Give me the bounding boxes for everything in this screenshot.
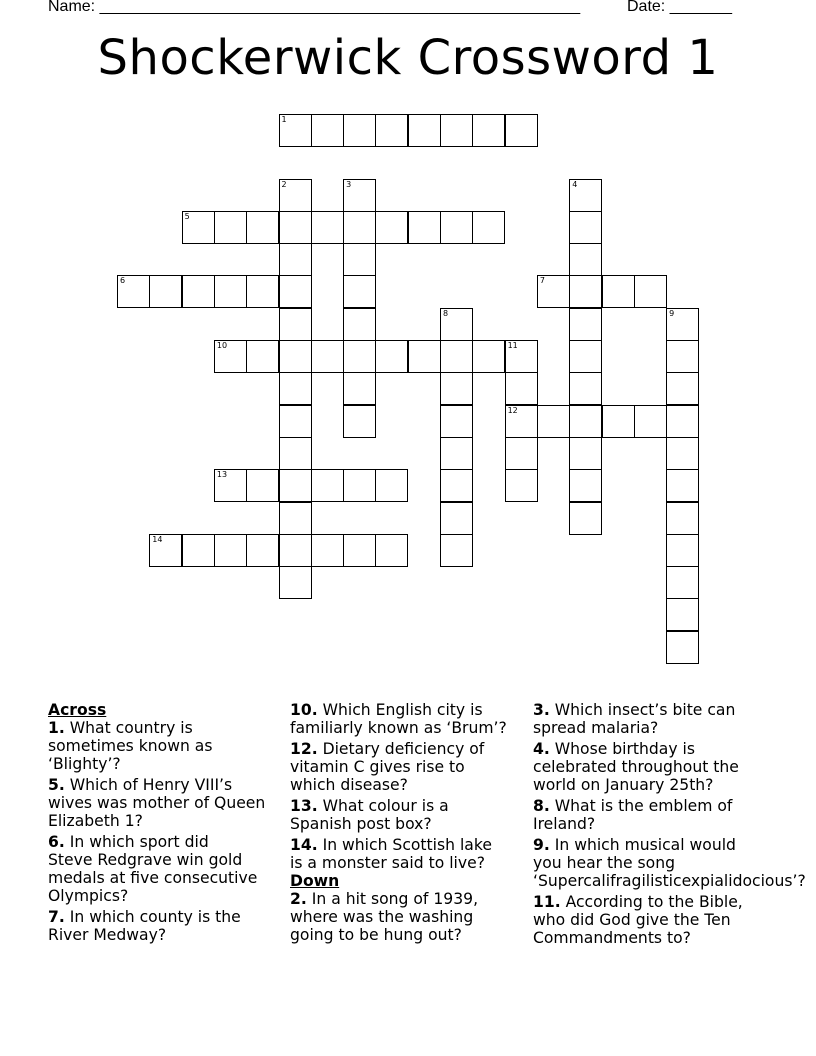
grid-cell[interactable]	[343, 211, 376, 244]
grid-cell[interactable]	[602, 275, 635, 308]
clue-number: 12.	[290, 740, 318, 758]
clues-column-2	[290, 701, 526, 947]
grid-cell[interactable]	[666, 566, 699, 599]
grid-cell[interactable]	[246, 211, 279, 244]
grid-cell[interactable]	[343, 243, 376, 276]
grid-cell[interactable]	[311, 340, 344, 373]
grid-cell[interactable]	[569, 308, 602, 341]
grid-cell[interactable]	[569, 405, 602, 438]
grid-cell[interactable]	[375, 534, 408, 567]
grid-cell[interactable]	[440, 114, 473, 147]
grid-cell[interactable]	[505, 437, 538, 470]
clue-across-5	[48, 776, 284, 830]
grid-cell[interactable]	[666, 502, 699, 535]
clue-number-label: 6	[120, 276, 126, 286]
clue-down-3	[533, 701, 816, 737]
clue-down-2	[290, 890, 526, 944]
grid-cell[interactable]	[117, 275, 150, 308]
grid-cell[interactable]	[214, 469, 247, 502]
clue-text: Which English city is familiarly known as ‘Brum’?	[290, 701, 507, 737]
grid-cell[interactable]	[311, 211, 344, 244]
clue-number: 2.	[290, 890, 307, 908]
grid-cell[interactable]	[408, 211, 441, 244]
grid-cell[interactable]	[440, 502, 473, 535]
grid-cell[interactable]	[472, 211, 505, 244]
grid-cell[interactable]	[569, 179, 602, 212]
clue-number: 10.	[290, 701, 318, 719]
grid-cell[interactable]	[279, 308, 312, 341]
clue-across-7	[48, 908, 284, 944]
clue-text: In which Scottish lake is a monster said to live?	[290, 836, 492, 872]
grid-cell[interactable]	[279, 211, 312, 244]
grid-cell[interactable]	[311, 469, 344, 502]
grid-cell[interactable]	[279, 566, 312, 599]
clue-number-label: 14	[152, 534, 163, 544]
grid-cell[interactable]	[505, 405, 538, 438]
grid-cell[interactable]	[472, 114, 505, 147]
clue-number: 9.	[533, 836, 550, 854]
grid-cell[interactable]	[569, 340, 602, 373]
grid-cell[interactable]	[279, 340, 312, 373]
clues-column-3	[533, 701, 816, 950]
grid-cell[interactable]	[666, 340, 699, 373]
grid-cell[interactable]	[343, 340, 376, 373]
grid-cell[interactable]	[440, 308, 473, 341]
clue-number: 7.	[48, 908, 65, 926]
grid-cell[interactable]	[343, 405, 376, 438]
clue-text: What is the emblem of Ireland?	[533, 797, 733, 833]
grid-cell[interactable]	[634, 275, 667, 308]
grid-cell[interactable]	[505, 114, 538, 147]
grid-cell[interactable]	[569, 502, 602, 535]
clue-down-9	[533, 836, 816, 890]
clue-number-label: 8	[443, 308, 449, 318]
clue-text: What colour is a Spanish post box?	[290, 797, 449, 833]
grid-cell[interactable]	[279, 502, 312, 535]
grid-cell[interactable]	[343, 114, 376, 147]
grid-cell[interactable]	[569, 437, 602, 470]
clue-number: 3.	[533, 701, 550, 719]
grid-cell[interactable]	[311, 114, 344, 147]
down-heading: Down	[290, 872, 340, 890]
grid-cell[interactable]	[214, 211, 247, 244]
grid-cell[interactable]	[375, 340, 408, 373]
date-field-label[interactable]: Date: _______	[627, 0, 732, 15]
clue-text: According to the Bible, who did God give the Ten Commandments to?	[533, 893, 743, 947]
clue-across-12	[290, 740, 526, 794]
grid-cell[interactable]	[343, 469, 376, 502]
grid-cell[interactable]	[182, 211, 215, 244]
grid-cell[interactable]	[149, 534, 182, 567]
grid-cell[interactable]	[279, 534, 312, 567]
clue-number-label: 10	[216, 341, 228, 350]
clue-text: Dietary deficiency of vitamin C gives rise to which disease?	[290, 740, 485, 794]
grid-cell[interactable]	[440, 340, 473, 373]
grid-cell[interactable]	[311, 534, 344, 567]
clue-across-10	[290, 701, 526, 737]
clue-number-label: 11	[507, 341, 518, 350]
clue-number-label: 12	[507, 405, 518, 415]
clue-number-label: 13	[216, 470, 228, 480]
grid-cell[interactable]	[279, 275, 312, 308]
grid-cell[interactable]	[343, 308, 376, 341]
grid-cell[interactable]	[569, 275, 602, 308]
grid-cell[interactable]	[440, 437, 473, 470]
grid-cell[interactable]	[408, 114, 441, 147]
across-heading: Across	[48, 701, 107, 719]
grid-cell[interactable]	[440, 372, 473, 405]
clue-down-4	[533, 740, 816, 794]
grid-cell[interactable]	[343, 534, 376, 567]
clue-number-label: 3	[346, 179, 352, 189]
clue-number-label: 2	[281, 179, 287, 189]
grid-cell[interactable]	[666, 308, 699, 341]
grid-cell[interactable]	[505, 340, 538, 373]
grid-cell[interactable]	[666, 405, 699, 438]
grid-cell[interactable]	[505, 372, 538, 405]
clue-number: 11.	[533, 893, 561, 911]
clue-text: In which sport did Steve Redgrave win gold medals at five consecutive Olympics?	[48, 833, 258, 905]
grid-cell[interactable]	[375, 114, 408, 147]
clue-text: In which county is the River Medway?	[48, 908, 241, 944]
grid-cell[interactable]	[343, 275, 376, 308]
grid-cell[interactable]	[279, 114, 312, 147]
clue-text: Which of Henry VIII’s wives was mother of Queen Elizabeth 1?	[48, 776, 266, 830]
grid-cell[interactable]	[279, 437, 312, 470]
clue-across-6	[48, 833, 284, 905]
clue-down-8	[533, 797, 816, 833]
grid-cell[interactable]	[537, 275, 570, 308]
clue-across-14	[290, 836, 526, 872]
clue-number: 1.	[48, 719, 65, 737]
grid-cell[interactable]	[666, 534, 699, 567]
grid-cell[interactable]	[440, 211, 473, 244]
grid-cell[interactable]	[246, 534, 279, 567]
grid-cell[interactable]	[602, 405, 635, 438]
clue-number-label: 7	[539, 276, 545, 286]
grid-cell[interactable]	[182, 534, 215, 567]
clue-number-label: 4	[572, 179, 578, 189]
grid-cell[interactable]	[472, 340, 505, 373]
grid-cell[interactable]	[569, 243, 602, 276]
name-field-label[interactable]: Name: ______________________________________________________	[48, 0, 581, 15]
grid-cell[interactable]	[182, 275, 215, 308]
grid-cell[interactable]	[279, 405, 312, 438]
grid-cell[interactable]	[214, 340, 247, 373]
clue-across-1	[48, 719, 284, 773]
grid-cell[interactable]	[505, 469, 538, 502]
grid-cell[interactable]	[279, 179, 312, 212]
grid-cell[interactable]	[246, 469, 279, 502]
clue-number: 5.	[48, 776, 65, 794]
grid-cell[interactable]	[279, 243, 312, 276]
clue-text: Which insect’s bite can spread malaria?	[533, 701, 736, 737]
clue-text: In a hit song of 1939, where was the washing going to be hung out?	[290, 890, 479, 944]
grid-cell[interactable]	[149, 275, 182, 308]
grid-cell[interactable]	[214, 275, 247, 308]
grid-cell[interactable]	[666, 372, 699, 405]
grid-cell[interactable]	[375, 469, 408, 502]
grid-cell[interactable]	[666, 598, 699, 631]
grid-cell[interactable]	[279, 469, 312, 502]
page-title: Shockerwick Crossword 1	[97, 30, 719, 86]
grid-cell[interactable]	[343, 372, 376, 405]
grid-cell[interactable]	[634, 405, 667, 438]
grid-cell[interactable]	[214, 534, 247, 567]
grid-cell[interactable]	[440, 534, 473, 567]
grid-cell[interactable]	[569, 372, 602, 405]
clue-number: 4.	[533, 740, 550, 758]
clues-column-1	[48, 701, 284, 947]
grid-cell[interactable]	[666, 631, 699, 664]
grid-cell[interactable]	[440, 469, 473, 502]
clue-text: In which musical would you hear the song ‘Supercalifragilisticexpialidocious’?	[533, 836, 806, 890]
clue-text: What country is sometimes known as ‘Blighty’?	[48, 719, 213, 773]
grid-cell[interactable]	[246, 275, 279, 308]
clue-number-label: 5	[184, 211, 190, 221]
grid-cell[interactable]	[537, 405, 570, 438]
clue-text: Whose birthday is celebrated throughout the world on January 25th?	[533, 740, 739, 794]
grid-cell[interactable]	[408, 340, 441, 373]
clue-down-11	[533, 893, 816, 947]
grid-cell[interactable]	[666, 437, 699, 470]
clue-number: 6.	[48, 833, 65, 851]
grid-cell[interactable]	[279, 372, 312, 405]
clue-number: 13.	[290, 797, 318, 815]
grid-cell[interactable]	[569, 469, 602, 502]
grid-cell[interactable]	[440, 405, 473, 438]
clue-across-13	[290, 797, 526, 833]
grid-cell[interactable]	[246, 340, 279, 373]
grid-cell[interactable]	[343, 179, 376, 212]
grid-cell[interactable]	[375, 211, 408, 244]
clue-number-label: 9	[669, 308, 675, 318]
grid-cell[interactable]	[666, 469, 699, 502]
clue-number-label: 1	[281, 114, 287, 124]
clue-number: 14.	[290, 836, 318, 854]
grid-cell[interactable]	[569, 211, 602, 244]
clue-number: 8.	[533, 797, 550, 815]
